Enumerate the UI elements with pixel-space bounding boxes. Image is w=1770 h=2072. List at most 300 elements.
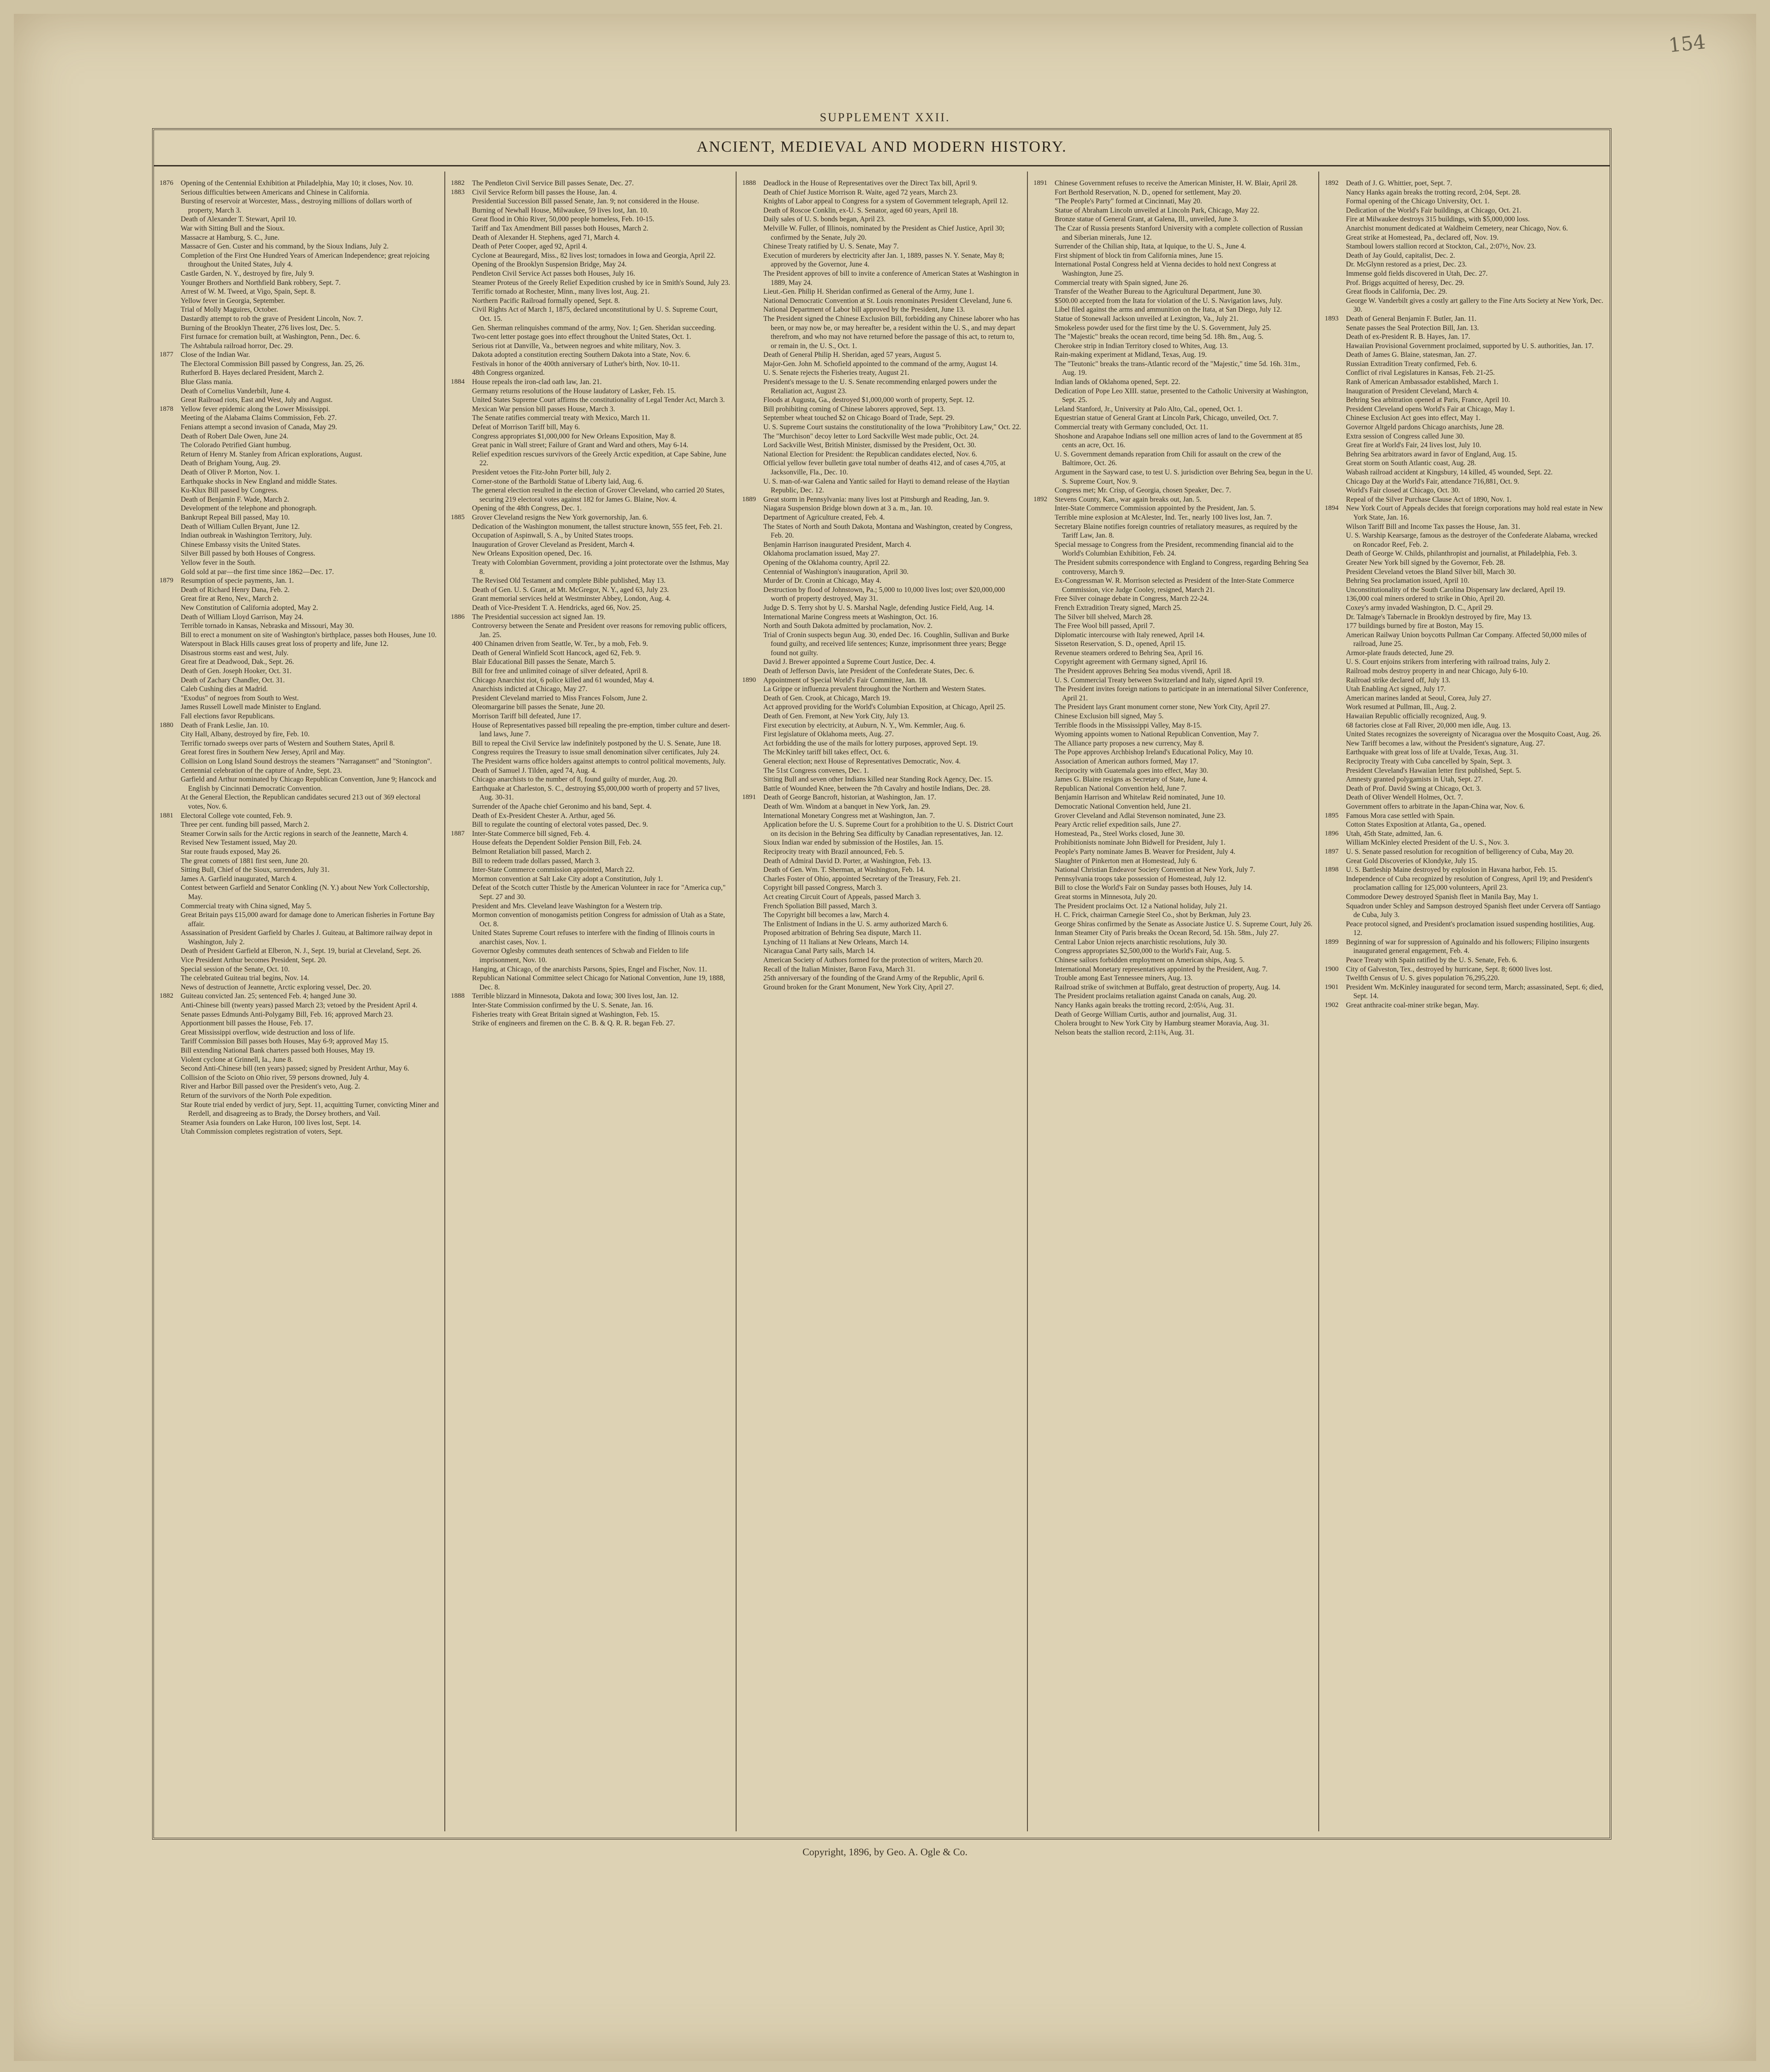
- entry-year: [159, 956, 181, 965]
- entry-text: New York Court of Appeals decides that foreign corporations may hold real estate in New York State, Jan. 16.: [1346, 504, 1603, 521]
- entry-year: [451, 558, 472, 576]
- entry-year: [159, 631, 181, 640]
- entry-year: [1033, 911, 1055, 920]
- entry-text: Terrible blizzard in Minnesota, Dakota and Iowa; 300 lives lost, Jan. 12.: [472, 992, 678, 1000]
- history-entry: [1033, 748, 1313, 757]
- entry-text: The Senate ratifies commercial treaty with Mexico, March 11.: [472, 414, 650, 422]
- entry-year: [1033, 676, 1055, 685]
- entry-year: [742, 667, 763, 676]
- entry-year: [451, 676, 472, 685]
- entry-year: [742, 432, 763, 441]
- history-entry: [159, 631, 439, 640]
- entry-text: Railroad strike declared off, July 13.: [1346, 676, 1451, 684]
- entry-year: 1898: [1325, 866, 1339, 874]
- entry-text: Utah Commission completes registration of voters, Sept.: [181, 1128, 343, 1136]
- entry-year: [742, 974, 763, 983]
- entry-text: Chicago anarchists to the number of 8, found guilty of murder, Aug. 20.: [472, 776, 678, 784]
- entry-text: The McKinley tariff bill takes effect, Oct. 6.: [763, 748, 890, 757]
- entry-text: Lord Sackville West, British Minister, dismissed by the President, Oct. 30.: [763, 441, 976, 450]
- history-entry: [159, 947, 439, 956]
- history-entry: [451, 576, 730, 586]
- entry-text: United States Supreme Court affirms the constitutionality of Legal Tender Act, March 3.: [472, 396, 725, 404]
- entry-year: [1325, 450, 1346, 459]
- entry-year: [451, 649, 472, 658]
- entry-year: [742, 477, 763, 495]
- entry-year: [742, 396, 763, 405]
- history-entry: [159, 748, 439, 757]
- history-entry: [742, 703, 1021, 712]
- entry-year: [1325, 332, 1346, 342]
- entry-year: [159, 1082, 181, 1091]
- entry-text: Diplomatic intercourse with Italy renewed, April 14.: [1055, 631, 1205, 639]
- history-entry: [159, 495, 439, 504]
- history-entry: [159, 956, 439, 965]
- entry-year: [159, 604, 181, 613]
- entry-text: Charles Foster of Ohio, appointed Secretary of the Treasury, Feb. 21.: [763, 875, 961, 883]
- history-entry: [742, 477, 1021, 495]
- history-entry: [159, 423, 439, 432]
- entry-text: Congress requires the Treasury to issue small denomination silver certificates, July 24.: [472, 748, 720, 757]
- entry-year: [159, 378, 181, 387]
- history-entry: [1325, 504, 1604, 522]
- history-entry: [742, 423, 1021, 432]
- history-entry: [1325, 865, 1604, 875]
- entry-year: 1900: [1325, 965, 1339, 973]
- entry-year: [159, 694, 181, 703]
- entry-year: [1033, 875, 1055, 884]
- history-entry: [742, 350, 1021, 360]
- history-entry: [159, 1073, 439, 1083]
- history-entry: [742, 793, 1021, 802]
- entry-year: [742, 631, 763, 658]
- history-entry: [742, 983, 1021, 992]
- history-entry: [159, 838, 439, 847]
- entry-year: [451, 522, 472, 532]
- entry-text: Caleb Cushing dies at Madrid.: [181, 685, 268, 693]
- entry-text: U. S. Senate rejects the Fisheries treaty, August 21.: [763, 369, 909, 377]
- entry-text: President Cleveland's Hawaiian letter first published, Sept. 5.: [1346, 766, 1521, 775]
- entry-year: [1033, 920, 1055, 929]
- history-entry: [451, 305, 730, 323]
- history-entry: [1033, 576, 1313, 594]
- history-entry: [742, 549, 1021, 558]
- entry-text: Great floods in California, Dec. 29.: [1346, 288, 1447, 296]
- history-entry: [159, 378, 439, 387]
- history-entry: [451, 558, 730, 576]
- history-entry: [1033, 387, 1313, 405]
- history-entry: [159, 540, 439, 550]
- history-entry: [742, 378, 1021, 396]
- history-entry: [742, 694, 1021, 703]
- entry-text: North and South Dakota admitted by proclamation, Nov. 2.: [763, 622, 933, 630]
- history-entry: [159, 847, 439, 857]
- entry-text: Bill to repeal the Civil Service law indefinitely postponed by the U. S. Senate, June 18.: [472, 739, 721, 747]
- entry-text: Civil Rights Act of March 1, 1875, declared unconstitutional by U. S. Supreme Court, Oct. 15.: [472, 306, 718, 323]
- entry-text: Collision on Long Island Sound destroys the steamers "Narragansett" and "Stonington".: [181, 758, 432, 765]
- entry-year: [742, 206, 763, 215]
- history-entry: [1033, 802, 1313, 811]
- entry-text: Rutherford B. Hayes declared President, March 2.: [181, 369, 324, 377]
- entry-year: [159, 197, 181, 215]
- entry-year: [1033, 360, 1055, 378]
- history-entry: [1325, 576, 1604, 586]
- entry-year: [742, 423, 763, 432]
- history-entry: [1033, 622, 1313, 631]
- entry-text: Conflict of rival Legislatures in Kansas, Feb. 21-25.: [1346, 369, 1495, 377]
- entry-text: The celebrated Guiteau trial begins, Nov. 14.: [181, 974, 309, 983]
- history-entry: [1033, 793, 1313, 802]
- entry-text: U. S. Warship Kearsarge, famous as the destroyer of the Confederate Alabama, wrecked on Roncador Reef, Feb. 2.: [1346, 532, 1598, 549]
- entry-text: Benjamin Harrison and Whitelaw Reid nominated, June 10.: [1055, 793, 1226, 802]
- entry-text: U. S. Senate passed resolution for recognition of belligerency of Cuba, May 20.: [1346, 847, 1574, 856]
- entry-year: [742, 576, 763, 586]
- history-entry: [451, 685, 730, 694]
- history-entry: [742, 893, 1021, 902]
- entry-text: Great Railroad riots, East and West, July and August.: [181, 396, 333, 404]
- entry-year: [742, 296, 763, 306]
- entry-text: Oleomargarine bill passes the Senate, June 20.: [472, 703, 605, 711]
- entry-text: Act creating Circuit Court of Appeals, passed March 3.: [763, 893, 921, 901]
- entry-year: [1325, 296, 1346, 314]
- history-entry: [742, 622, 1021, 631]
- history-entry: [1033, 875, 1313, 884]
- entry-year: [159, 1010, 181, 1019]
- history-entry: [1325, 558, 1604, 568]
- entry-year: [159, 883, 181, 901]
- entry-year: [742, 920, 763, 929]
- history-entry: [1325, 405, 1604, 414]
- entry-text: First shipment of block tin from California mines, June 15.: [1055, 251, 1223, 260]
- entry-text: Republican National Convention held, June 7.: [1055, 784, 1187, 793]
- entry-text: Sioux Indian war ended by submission of the Hostiles, Jan. 15.: [763, 839, 944, 847]
- history-entry: [1033, 342, 1313, 351]
- entry-text: Great storm in Pennsylvania: many lives lost at Pittsburgh and Reading, Jan. 9.: [763, 495, 990, 503]
- history-entry: [1033, 360, 1313, 378]
- history-entry: [1325, 811, 1604, 821]
- entry-text: Controversy between the Senate and President over reasons for removing public officers, Jan. 25.: [472, 622, 727, 639]
- entry-text: City Hall, Albany, destroyed by fire, Feb. 10.: [181, 730, 310, 739]
- history-entry: [451, 613, 730, 622]
- history-entry: [159, 1101, 439, 1119]
- history-entry: [159, 775, 439, 793]
- entry-text: Indian lands of Oklahoma opened, Sept. 22.: [1055, 378, 1180, 386]
- entry-text: The Presidential succession act signed Jan. 19.: [472, 613, 606, 621]
- entry-text: Bill prohibiting coming of Chinese laborers approved, Sept. 13.: [763, 405, 945, 413]
- entry-text: Congress appropriates $2,500,000 to the World's Fair, Aug. 5.: [1055, 947, 1231, 955]
- history-entry: [1325, 721, 1604, 730]
- entry-year: [159, 748, 181, 757]
- history-entry: [159, 576, 439, 586]
- history-entry: [1325, 766, 1604, 776]
- history-entry: [451, 811, 730, 821]
- entry-year: [1033, 486, 1055, 495]
- entry-year: [1325, 215, 1346, 224]
- entry-year: [1325, 775, 1346, 784]
- entry-text: Association of American authors formed, May 17.: [1055, 758, 1198, 765]
- entry-year: [159, 531, 181, 540]
- history-entry: [159, 287, 439, 296]
- entry-text: Bursting of reservoir at Worcester, Mass., destroying millions of dollars worth of property, March 3.: [181, 197, 412, 214]
- history-entry: [1325, 477, 1604, 486]
- entry-text: First execution by electricity, at Auburn, N. Y., Wm. Kemmler, Aug. 6.: [763, 721, 966, 729]
- history-entry: [1033, 296, 1313, 306]
- entry-text: Contest between Garfield and Senator Conkling (N. Y.) about New York Collectorship, May.: [181, 884, 430, 901]
- entry-text: James A. Garfield inaugurated, March 4.: [181, 875, 297, 883]
- history-entry: [159, 639, 439, 649]
- entry-year: 1882: [451, 179, 465, 187]
- history-entry: [742, 224, 1021, 242]
- entry-year: [451, 1010, 472, 1019]
- entry-text: Inter-State Commission confirmed by the U. S. Senate, Jan. 16.: [472, 1001, 654, 1010]
- entry-text: Rank of American Ambassador established, March 1.: [1346, 378, 1499, 386]
- history-entry: [159, 965, 439, 974]
- history-entry: [1033, 911, 1313, 920]
- history-entry: [451, 414, 730, 423]
- history-entry: [159, 667, 439, 676]
- history-entry: [742, 405, 1021, 414]
- entry-text: George Shiras confirmed by the Senate as Associate Justice U. S. Supreme Court, July 26.: [1055, 920, 1313, 928]
- entry-year: [451, 468, 472, 477]
- entry-text: Fort Berthold Reservation, N. D., opened for settlement, May 20.: [1055, 188, 1242, 196]
- entry-year: [742, 748, 763, 757]
- entry-text: Tariff Commission Bill passes both Houses, May 6-9; approved May 15.: [181, 1037, 389, 1046]
- entry-text: Steamer Proteus of the Greely Relief Expedition crushed by ice in Smith's Sound, July 23.: [472, 278, 730, 287]
- entry-text: The Revised Old Testament and complete Bible published, May 13.: [472, 577, 666, 585]
- entry-year: [1325, 269, 1346, 278]
- entry-text: Death of Oliver Wendell Holmes, Oct. 7.: [1346, 793, 1463, 802]
- history-entry: [742, 820, 1021, 838]
- entry-text: Death of Samuel J. Tilden, aged 74, Aug. 4.: [472, 766, 597, 775]
- entry-text: Wilson Tariff Bill and Income Tax passes the House, Jan. 31.: [1346, 522, 1521, 531]
- entry-text: Death of Gen. Fremont, at New York City, July 13.: [763, 712, 909, 721]
- entry-text: Chinese Embassy visits the United States.: [181, 540, 301, 549]
- history-entry: [1325, 242, 1604, 251]
- entry-year: [159, 685, 181, 694]
- entry-year: [451, 667, 472, 676]
- entry-year: [159, 657, 181, 667]
- history-entry: [1325, 495, 1604, 504]
- entry-year: [451, 287, 472, 296]
- entry-text: Great storms in Minnesota, July 20.: [1055, 893, 1157, 901]
- entry-year: [159, 829, 181, 839]
- history-entry: [159, 360, 439, 369]
- history-entry: [742, 432, 1021, 441]
- entry-year: [1325, 649, 1346, 658]
- history-entry: [159, 450, 439, 459]
- entry-year: [1325, 441, 1346, 450]
- entry-text: Completion of the First One Hundred Years of American Independence; great rejoicing throughout the United States, July 4.: [181, 251, 430, 269]
- history-entry: [159, 622, 439, 631]
- entry-year: [742, 368, 763, 378]
- entry-year: [451, 531, 472, 540]
- entry-year: [451, 811, 472, 821]
- history-entry: [1033, 332, 1313, 342]
- entry-text: Occupation of Aspinwall, S. A., by United States troops.: [472, 532, 634, 540]
- history-entry: [159, 1091, 439, 1101]
- entry-text: Death of Benjamin F. Wade, March 2.: [181, 495, 289, 503]
- entry-year: [159, 965, 181, 974]
- entry-year: 1897: [1325, 847, 1339, 855]
- entry-year: [1033, 622, 1055, 631]
- entry-text: Bill to redeem trade dollars passed, March 3.: [472, 857, 601, 865]
- entry-text: Chinese sailors forbidden employment on American ships, Aug. 5.: [1055, 956, 1245, 965]
- entry-year: [451, 721, 472, 739]
- entry-text: Inauguration of President Cleveland, March 4.: [1346, 387, 1479, 395]
- history-entry: [1033, 604, 1313, 613]
- history-entry: [451, 387, 730, 396]
- entry-text: Death of Gen. Crook, at Chicago, March 19.: [763, 694, 891, 702]
- entry-year: [159, 324, 181, 333]
- entry-year: [451, 802, 472, 811]
- entry-year: [159, 360, 181, 369]
- entry-year: [742, 694, 763, 703]
- entry-text: Serious difficulties between Americans and Chinese in California.: [181, 188, 370, 196]
- entry-text: Lieut.-Gen. Philip H. Sheridan confirmed as General of the Army, June 1.: [763, 288, 974, 296]
- entry-year: [1033, 992, 1055, 1001]
- history-entry: [1033, 504, 1313, 513]
- entry-text: Younger Brothers and Northfield Bank robbery, Sept. 7.: [181, 278, 341, 287]
- entry-text: Death of George William Curtis, author and journalist, Aug. 31.: [1055, 1010, 1237, 1018]
- entry-text: The general election resulted in the election of Grover Cleveland, who carried 20 States, securing 219 electoral votes against 182 for James G. Blaine, Nov. 4.: [472, 486, 725, 503]
- entry-text: Guiteau convicted Jan. 25; sentenced Feb. 4; hanged June 30.: [181, 992, 357, 1000]
- entry-text: Serious riot at Danville, Va., between negroes and white military, Nov. 3.: [472, 342, 681, 350]
- entry-text: Anti-Chinese bill (twenty years) passed March 23; vetoed by the President April 4.: [181, 1001, 418, 1010]
- entry-text: Stamboul lowers stallion record at Stockton, Cal., 2:07½, Nov. 23.: [1346, 243, 1536, 251]
- entry-text: Argument in the Sayward case, to test U. S. jurisdiction over Behring Sea, begun in the U. S. Supreme Court, Nov. 9.: [1055, 468, 1313, 485]
- history-entry: [742, 368, 1021, 378]
- entry-text: Chinese Government refuses to receive the American Minister, H. W. Blair, April 28.: [1055, 179, 1298, 187]
- entry-year: 1876: [159, 179, 173, 187]
- entry-text: Unconstitutionality of the South Carolina Dispensary law declared, April 19.: [1346, 586, 1565, 594]
- history-entry: [159, 197, 439, 215]
- history-entry: [451, 622, 730, 639]
- entry-year: [1325, 495, 1346, 504]
- entry-year: [159, 857, 181, 866]
- history-entry: [451, 522, 730, 532]
- entry-text: U. S. man-of-war Galena and Yantic sailed for Hayti to demand release of the Haytian Republic, Dec. 12.: [763, 477, 1010, 495]
- entry-text: Indian outbreak in Washington Territory, July.: [181, 532, 312, 540]
- entry-year: [451, 757, 472, 766]
- entry-text: Disastrous storms east and west, July.: [181, 649, 289, 657]
- entry-text: H. C. Frick, chairman Carnegie Steel Co., shot by Berkman, July 23.: [1055, 911, 1251, 919]
- entry-year: [159, 549, 181, 558]
- entry-year: [1325, 468, 1346, 477]
- history-entry: [1325, 432, 1604, 441]
- entry-year: [159, 902, 181, 911]
- history-entry: [1033, 847, 1313, 857]
- history-entry: [159, 857, 439, 866]
- entry-year: [451, 450, 472, 468]
- history-entry: [451, 269, 730, 278]
- entry-year: [1325, 875, 1346, 893]
- history-entry: [742, 450, 1021, 459]
- history-entry: [1325, 712, 1604, 721]
- entry-text: Fisheries treaty with Great Britain signed at Washington, Feb. 15.: [472, 1010, 660, 1018]
- entry-text: Star Route trial ended by verdict of jury, Sept. 11, acquitting Turner, convicting Miner and Rerdell, and disagreeing as to Brady, the Dorsey brothers, and Vail.: [181, 1101, 439, 1118]
- entry-year: [742, 450, 763, 459]
- entry-year: [1033, 685, 1055, 703]
- entry-year: [742, 251, 763, 269]
- entry-text: House of Representatives passed bill repealing the pre-emption, timber culture and desert-land laws, June 7.: [472, 721, 730, 739]
- entry-text: Terrific tornado sweeps over parts of Western and Southern States, April 8.: [181, 739, 395, 747]
- entry-text: Death of William Cullen Bryant, June 12.: [181, 522, 300, 531]
- history-entry: [1325, 802, 1604, 811]
- history-entry: [1325, 793, 1604, 802]
- entry-text: Centennial of Washington's inauguration, April 30.: [763, 568, 909, 576]
- history-entry: [451, 649, 730, 658]
- history-entry: [1325, 775, 1604, 784]
- history-entry: [1033, 938, 1313, 947]
- entry-year: [742, 305, 763, 314]
- entry-text: Burning of Newhall House, Milwaukee, 59 lives lost, Jan. 10.: [472, 206, 649, 214]
- history-entry: [1325, 739, 1604, 748]
- column-5: [1318, 172, 1610, 1831]
- entry-year: [1033, 703, 1055, 712]
- history-entry: [159, 332, 439, 342]
- entry-year: [742, 847, 763, 857]
- entry-year: [451, 368, 472, 378]
- entry-text: U. S. Battleship Maine destroyed by explosion in Havana harbor, Feb. 15.: [1346, 866, 1558, 874]
- entry-text: The President approves of bill to invite a conference of American States at Washington in 1889, May 24.: [763, 269, 1019, 287]
- history-entry: [1325, 233, 1604, 243]
- entry-text: Yellow fever in Georgia, September.: [181, 296, 285, 305]
- entry-year: [742, 586, 763, 604]
- entry-year: [1325, 486, 1346, 495]
- entry-year: [1325, 387, 1346, 396]
- entry-year: [159, 639, 181, 649]
- history-entry: [742, 568, 1021, 577]
- entry-year: [159, 477, 181, 486]
- entry-year: [1033, 667, 1055, 676]
- entry-text: Death of Richard Henry Dana, Feb. 2.: [181, 586, 290, 594]
- entry-text: Terrific tornado at Rochester, Minn., many lives lost, Aug. 21.: [472, 288, 650, 296]
- entry-year: [451, 902, 472, 911]
- entry-text: George W. Vanderbilt gives a costly art gallery to the Fine Arts Society at New York, Dec. 30.: [1346, 296, 1604, 314]
- entry-text: William McKinley elected President of the U. S., Nov. 3.: [1346, 839, 1509, 847]
- entry-year: [1033, 820, 1055, 829]
- entry-year: [159, 838, 181, 847]
- entry-text: Destruction by flood of Johnstown, Pa.; 5,000 to 10,000 lives lost; over $20,000,000 worth of property destroyed, May 31.: [763, 586, 1005, 603]
- entry-text: Republican National Committee select Chicago for National Convention, June 19, 1888, Dec. 8.: [472, 974, 725, 991]
- history-entry: [742, 667, 1021, 676]
- history-entry: [1325, 215, 1604, 224]
- history-entry: [159, 188, 439, 197]
- entry-text: Squadron under Schley and Sampson destroyed Spanish fleet under Cervera off Santiago de Cuba, July 3.: [1346, 902, 1600, 919]
- entry-text: Congress met; Mr. Crisp, of Georgia, chosen Speaker, Dec. 7.: [1055, 486, 1231, 495]
- entry-text: Peace Treaty with Spain ratified by the U. S. Senate, Feb. 6.: [1346, 956, 1517, 965]
- entry-year: [159, 929, 181, 947]
- entry-text: Wabash railroad accident at Kingsbury, 14 killed, 45 wounded, Sept. 22.: [1346, 468, 1553, 476]
- entry-text: Two-cent letter postage goes into effect throughout the United States, Oct. 1.: [472, 333, 691, 341]
- entry-year: [742, 757, 763, 766]
- entry-year: [1325, 703, 1346, 712]
- entry-year: [1325, 657, 1346, 667]
- entry-year: [742, 287, 763, 296]
- entry-year: [742, 965, 763, 974]
- entry-text: Death of Peter Cooper, aged 92, April 4.: [472, 243, 587, 251]
- history-entry: [159, 1082, 439, 1091]
- entry-year: [1033, 251, 1055, 260]
- entry-year: [159, 1001, 181, 1010]
- entry-text: Pendleton Civil Service Act passes both Houses, July 16.: [472, 269, 635, 278]
- history-entry: [451, 1001, 730, 1010]
- history-entry: [742, 802, 1021, 811]
- entry-year: [742, 983, 763, 992]
- entry-year: [742, 857, 763, 866]
- entry-year: [159, 459, 181, 468]
- entry-year: [451, 224, 472, 233]
- history-entry: [1325, 748, 1604, 757]
